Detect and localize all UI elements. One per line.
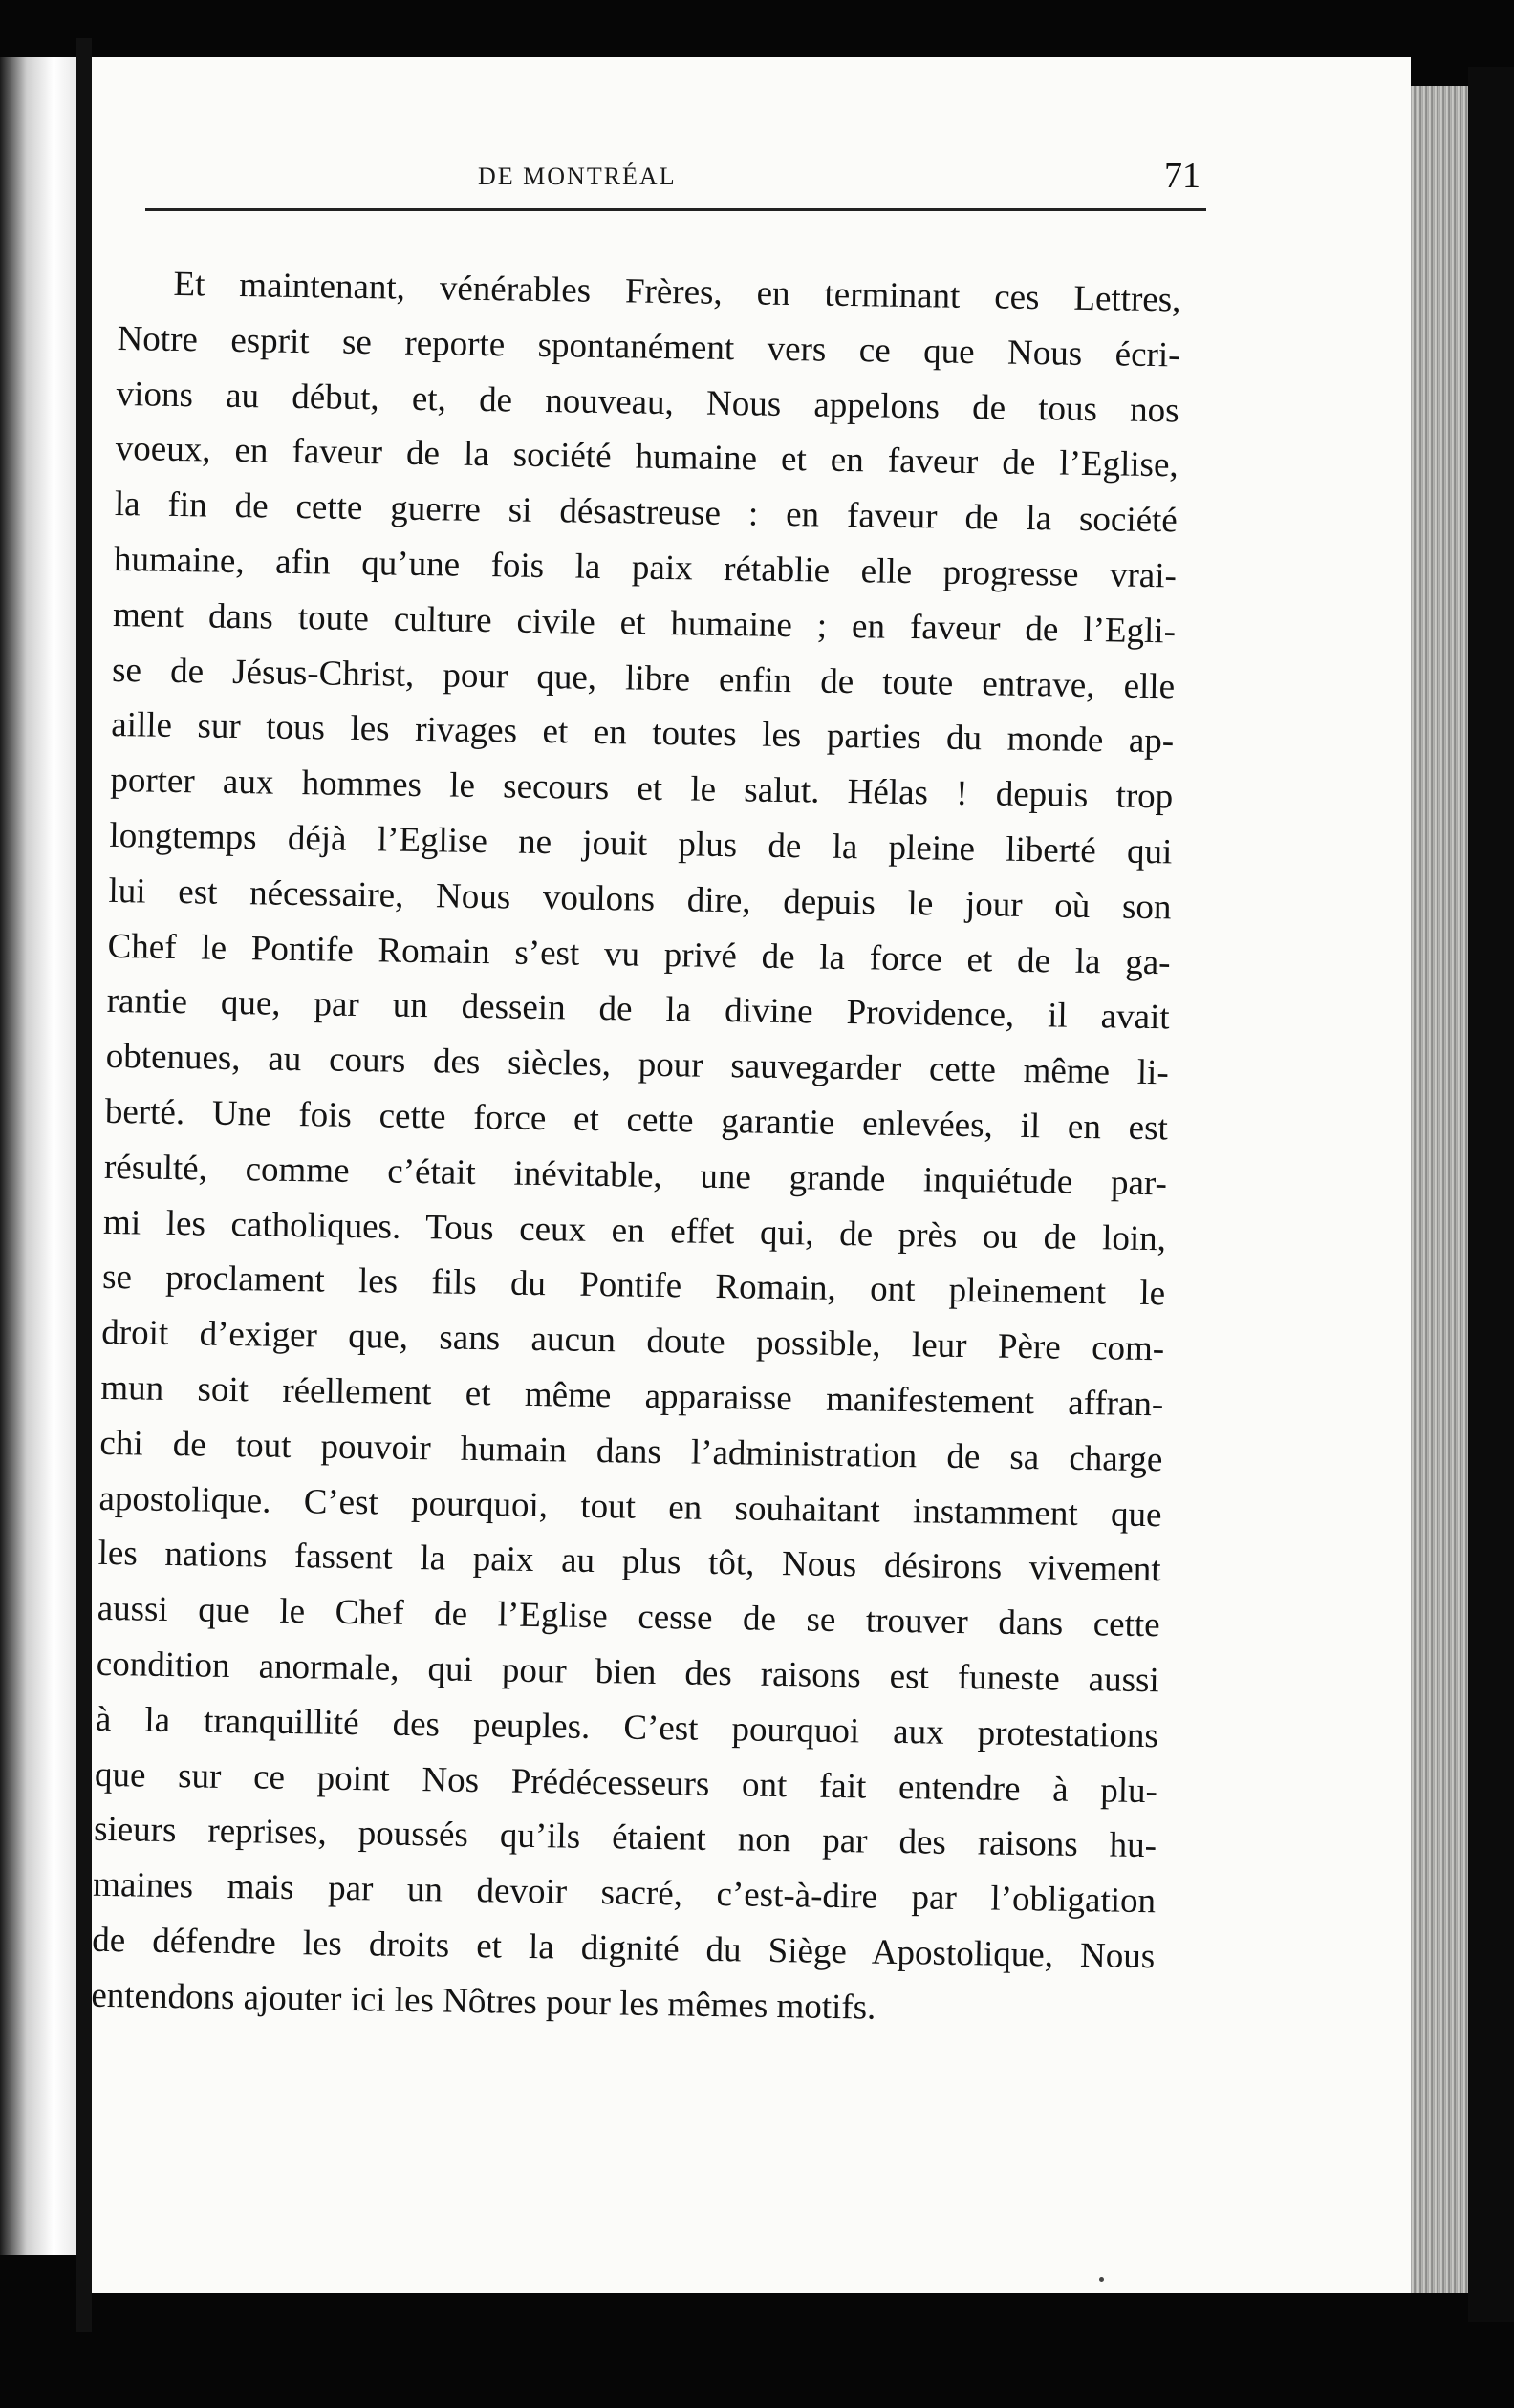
text-line: longtemps déjà l’Eglise ne jouit plus de la pleine liberté qui — [109, 815, 1173, 872]
text-line: obtenues, au cours des siècles, pour sauvegarder cette même li- — [105, 1037, 1170, 1093]
text-line: aussi que le Chef de l’Eglise cesse de se trouver dans cette — [97, 1588, 1160, 1645]
text-line: condition anormale, qui pour bien des raisons est funeste aussi — [96, 1644, 1160, 1701]
text-line: Et maintenant, vénérables Frères, en terminant ces Lettres, — [173, 264, 1181, 320]
text-line: lui est nécessaire, Nous voulons dire, depuis le jour où son — [108, 871, 1172, 928]
text-line: rantie que, par un dessein de la divine Providence, il avait — [106, 981, 1170, 1038]
text-line: maines mais par un devoir sacré, c’est-à-dire par l’obligation — [92, 1864, 1157, 1922]
body-paragraph — [91, 256, 1181, 2040]
text-line: que sur ce point Nos Prédécesseurs ont fait entendre à plu- — [94, 1754, 1158, 1811]
scan-background — [1468, 67, 1514, 2322]
text-line: entendons ajouter ici les Nôtres pour les mêmes motifs. — [91, 1975, 876, 2028]
page-stack-edges — [1411, 86, 1468, 2293]
text-line: mun soit réellement et même apparaisse manifestement affran- — [100, 1367, 1164, 1425]
text-line: aille sur tous les rivages et en toutes les parties du monde ap- — [110, 705, 1175, 762]
text-line: droit d’exiger que, sans aucun doute possible, leur Père com- — [100, 1313, 1165, 1369]
text-line: voeux, en faveur de la société humaine et en faveur de l’Eglise, — [115, 429, 1179, 485]
text-line: à la tranquillité des peuples. C’est pourquoi aux protestations — [95, 1699, 1159, 1755]
text-line: la fin de cette guerre si désastreuse : en faveur de la société — [114, 484, 1179, 541]
ink-speck — [1099, 2277, 1104, 2282]
text-line: se de Jésus-Christ, pour que, libre enfin de toute entrave, elle — [111, 650, 1176, 706]
text-line: Notre esprit se reporte spontanément vers ce que Nous écri- — [117, 318, 1180, 376]
page-number: 71 — [1164, 156, 1200, 196]
text-line: de défendre les droits et la dignité du Siège Apostolique, Nous — [91, 1920, 1156, 1977]
running-head: DE MONTRÉAL — [478, 162, 677, 190]
facing-page-edge — [0, 57, 76, 2255]
text-line: sieurs reprises, poussés qu’ils étaient non par des raisons hu- — [93, 1810, 1157, 1866]
text-line: ment dans toute culture civile et humaine ; en faveur de l’Egli- — [112, 594, 1177, 652]
text-line: vions au début, et, de nouveau, Nous appelons de tous nos — [116, 374, 1179, 431]
text-line: se proclament les fils du Pontife Romain, ont pleinement le — [101, 1258, 1166, 1314]
header-rule — [145, 208, 1206, 211]
text-line: mi les catholiques. Tous ceux en effet qui, de près ou de loin, — [102, 1202, 1167, 1258]
text-line: apostolique. C’est pourquoi, tout en souhaitant instamment que — [98, 1478, 1162, 1535]
text-line: porter aux hommes le secours et le salut. Hélas ! depuis trop — [110, 761, 1174, 817]
text-line: Chef le Pontife Romain s’est vu privé de la force et de la ga- — [107, 926, 1171, 982]
text-line: résulté, comme c’était inévitable, une grande inquiétude par- — [103, 1147, 1168, 1204]
text-line: humaine, afin qu’une fois la paix rétablie elle progresse vrai- — [113, 539, 1178, 596]
book-gutter — [76, 38, 92, 2332]
text-line: les nations fassent la paix au plus tôt, Nous désirons vivement — [97, 1534, 1161, 1590]
text-line: berté. Une fois cette force et cette garantie enlevées, il en est — [104, 1091, 1169, 1149]
text-line: chi de tout pouvoir humain dans l’administration de sa charge — [99, 1423, 1163, 1480]
